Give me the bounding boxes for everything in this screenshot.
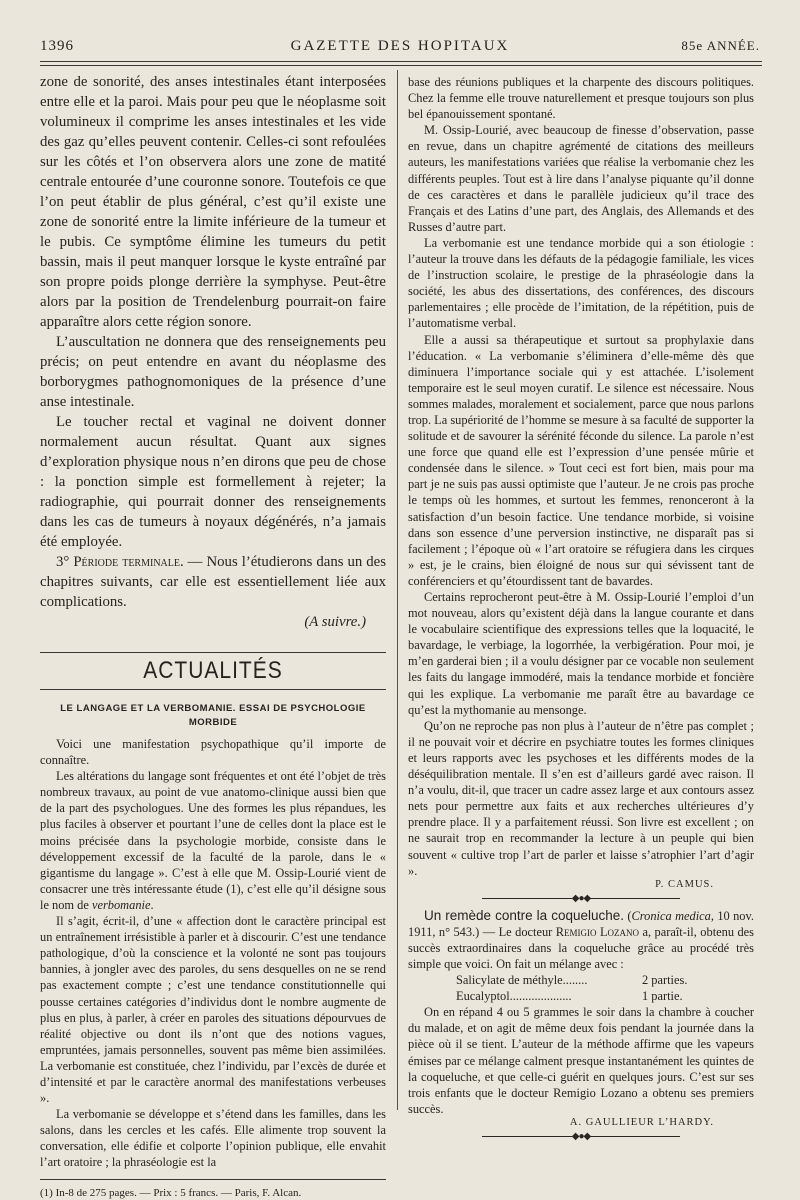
ornament-divider: ◆●◆ — [408, 892, 754, 906]
ornament-divider-end: ◆●◆ — [408, 1130, 754, 1144]
paragraph-auscultation: L’auscultation ne donnera que des renseignements peu précis; on peut entendre en avant du néoplasme des borborygmes pathognomoniques de la présence d’une anse intestinale. — [40, 334, 386, 410]
paragraph-new-word: Certains reprocheront peut-être à M. Ossip-Lourié l’emploi d’un mot nouveau, alors qu’existent déjà dans la langue courante et dans le vocabulaire scientifique des expressions telles que la loquacité, le bavardage, le verbiage, la logorrhée, la verbigération. Pour moi, je m’en garderai bien ; il a voulu désigner par ce vocable non seulement les faits du langage immodéré, mais la tendance morbide et foncière qui les explique. La verbomanie me paraît être au bavardage ce qu’est la mythomanie au mensonge. — [408, 590, 754, 717]
formula-row — [408, 972, 754, 988]
paragraph-periode-terminale — [40, 552, 386, 612]
remede-author: Remigio Lozano — [555, 924, 640, 939]
paragraph-usage: On en répand 4 ou 5 grammes le soir dans la chambre à coucher du malade, et on agit de même deux fois pendant la journée dans la pièce où il se tient. L’auteur de la méthode affirme que les vapeurs émises par ce mélange calment presque instantanément les quintes de la coqueluche, et que celle-ci guérit en quelques jours. C’est sur ses trois enfants que le docteur Remigio Lozano a obtenu ses premiers succès. — [408, 1005, 754, 1116]
paragraph-completeness: Qu’on ne reproche pas non plus à l’auteur de n’être pas complet ; il ne pouvait voir et décrire en psychiatre toutes les formes cliniques et leurs rapports avec les psychoses et les différents modes de la déséquilibration mentale. Il s’en est d’ailleurs gardé avec raison. Il n’a voulu, dit-il, que tracer un cadre assez large et aux contours assez nets pour permettre aux faits et aux recherches ultérieures d’y prendre place. Il y a parfaitement réussi. Son livre est excellent ; on ne saurait trop en recommander la lecture à un peuple qui bien souvent « cultive trop l’art de parler et laisse s’atrophier l’art d’agir ». — [408, 718, 754, 878]
paragraph-toucher: Le toucher rectal et vaginal ne doivent donner normalement aucun résultat. Quant aux signes d’exploration physique nous n’en dirons que peu de chose : la ponction simple est formellement à rejeter; la radiographie, qui pourrait donner des renseignements dans les cas de tumeurs à noyaux dégénérés, n’a jamais été employée. — [40, 414, 386, 550]
period-number: 3° — [56, 554, 70, 570]
paragraph-remede — [408, 908, 754, 972]
signature-camus: P. CAMUS. — [655, 878, 714, 890]
footnote-rule — [40, 1179, 386, 1180]
paragraph-politics: base des réunions publiques et la charpente des discours politiques. Chez la femme elle trouve naturellement et presque toujours son plus bel épanouissement spontané. — [408, 75, 754, 122]
formula-quantity: 2 parties. — [642, 973, 688, 988]
article-intro: Voici une manifestation psychopathique qu’il importe de connaître. — [40, 737, 386, 768]
suite-note: (A suivre.) — [304, 614, 366, 630]
formula-ingredient: Eucalyptol.................... — [456, 989, 572, 1004]
paragraph-sonority: zone de sonorité, des anses intestinales étant interposées entre elle et la paroi. Mais pour peu que le néoplasme soit volumineux il comprime les anses intestinales et les vide des gaz qu’elles peuvent contenir. Celles-ci sont refoulées sur les côtés et l’on observera alors une zone de matité centrale entourée d’une couronne sonore. Toutefois ce que l’on peut établir de plus général, c’est qu’il existe une zone de sonorité entre la limite inférieure de la tumeur et le pubis. Ce symptôme élimine les tumeurs du petit bassin, mais il peut manquer lorsque le kyste entraîné par son propre poids plonge derrière la symphyse. Peut-être alors par la position de Trendelenburg pourrait-on faire apparaître alors cette région sonore. — [40, 74, 386, 330]
remede-text: a, paraît-il, obtenu des succès extraordinaires dans la coqueluche grâce au procédé très simple que voici. On fait un mélange avec : — [408, 924, 754, 971]
article-paragraph-development: La verbomanie se développe et s’étend dans les familles, dans les salons, dans les cercles et les cafés. Elle alimente trop souvent la conversation, elle édifie et colporte l’opinion publique, elle envahit l’art oratoire ; la phraséologie est la — [40, 1107, 386, 1170]
signature-gaullieur: A. GAULLIEUR L’HARDY. — [569, 1116, 714, 1128]
period-text: — Nous l’étudierons dans un des chapitres suivants, car elle est essentiellement liée aux complications. — [40, 554, 386, 610]
period-heading: Période terminale. — [73, 554, 184, 570]
year-label: 85e ANNÉE. — [681, 38, 760, 53]
alterations-end: . — [150, 897, 154, 912]
actualites-rule-bottom — [40, 689, 386, 690]
paragraph-etiology: La verbomanie est une tendance morbide qui a son étiologie : l’auteur la trouve dans les défauts de la pédagogie familiale, les vices de l’instruction scolaire, le prestige de la phraséologie dans la société, les abus des dissertations, des conférences, des discours parlementaires ; elle procède de l’imitation, de la répétition, puis de l’automatisme verbal. — [408, 235, 754, 331]
actualites-header — [40, 652, 386, 690]
formula-row — [408, 988, 754, 1004]
paragraph-therapy: Elle a aussi sa thérapeutique et surtout sa prophylaxie dans l’éducation. « La verbomanie s’éliminera d’elle-même dès que diminuera l’importance sociale qui y est attachée. L’isolement temporaire est le seul moyen curatif. Le silence est nécessaire. Nous sommes malades, moralement et socialement, parce que nous parlons trop. La supériorité de l’homme se mesure à sa faculté de supporter la solitude et de savourer la sérénité féconde du silence. La parole n’est une force que quand elle est l’expression d’une pensée mûrie et condensée dans le silence. » Tout ceci est fort bien, mais pour ma part je ne suis pas aussi optimiste que l’auteur. Je ne crois pas proche le temps où les hommes, et surtout les femmes, renonceront à la satisfaction d’un besoin factice. Une tendance morbide, si voisine dans son essence d’une perversion instinctive, ne disparaît pas si facilement ; l’époque où « l’art oratoire se réfugiera dans les cirques » est, je le crains, bien éloigné de nous sur qui sévissent tant de conférenciers et qu’étourdissent tant de bavardes. — [408, 332, 754, 588]
article-paragraph-definition: Il s’agit, écrit-il, d’une « affection dont le caractère principal est un entraînement irrésistible à parler et à discourir. C’est une tendance pathologique, d’où la conscience et la volonté ne sont pas toujours bannies, à jongler avec des paroles, du sens desquelles on ne se rend pas exactement compte ; c’est une tendance constitutionnelle qui pousse certaines catégories d’individus dont le nombre augmente de plus en plus, à parler, à créer en paroles des situations dépourvues de réalité objective ou dont ils n’ont que des notions vagues, empruntées, jamais personnelles, souvent pas même bien assimilées. La verbomanie est constituée, chez l’individu, par l’excès de durée et d’intensité et par le caractère anormal des manifestations verbeuses ». — [40, 914, 386, 1106]
article-paragraph-alterations — [40, 768, 386, 913]
right-column — [408, 74, 754, 1146]
alterations-text: Les altérations du langage sont fréquentes et ont été l’objet de très nombreux travaux, au point de vue anatomo-clinique aussi bien que de la part des psychologues. Une des formes les plus répandues, les plus faciles à observer et pourtant l’une de celles dont la place est le moins précisée dans la psychologie morbide, consiste dans le développement excessif de la faculté de la parole, dans le « gigantisme du langage ». C’est à elle que M. Ossip-Lourié vient de consacrer une très intéressante étude (1), c’est elle qu’il désigne sous le nom de — [40, 769, 386, 912]
remede-source-rest: , 10 nov. 1911, n° 543.) — Le docteur — [408, 908, 754, 939]
column-divider — [397, 70, 398, 1110]
header-rule-bottom — [40, 65, 762, 66]
formula-quantity: 1 partie. — [642, 989, 683, 1004]
page-number: 1396 — [40, 38, 74, 54]
page-header — [40, 38, 760, 58]
journal-title: GAZETTE DES HOPITAUX — [290, 38, 510, 54]
remede-source-open: ( — [624, 908, 632, 923]
article-title: LE LANGAGE ET LA VERBOMANIE. ESSAI DE PSYCHOLOGIE MORBIDE — [60, 703, 366, 728]
left-column — [40, 72, 386, 1200]
remede-source-journal: Cronica medica — [631, 908, 711, 923]
remede-title: Un remède contre la coqueluche. — [424, 907, 625, 923]
footnote: (1) In-8 de 275 pages. — Prix : 5 francs. — Paris, F. Alcan. — [40, 1186, 302, 1199]
verbomanie-term: verbomanie — [91, 897, 151, 912]
actualites-rule-top — [40, 652, 386, 653]
paragraph-peoples: M. Ossip-Lourié, avec beaucoup de finesse d’observation, passe en revue, dans un chapitre agrémenté de citations des meilleurs auteurs, les manifestations variées que réalise la verbomanie chez les différents peuples. Tout est à lire dans l’analyse piquante qu’il donne de ces caractères et dans le parallèle judicieux qu’il trace des Français et des Latins d’une part, des Anglais, des Allemands et des Russes d’autre part. — [408, 123, 754, 234]
header-rule-top — [40, 61, 762, 62]
section-title: ACTUALITÉS — [143, 657, 283, 684]
formula-ingredient: Salicylate de méthyle........ — [456, 973, 588, 988]
